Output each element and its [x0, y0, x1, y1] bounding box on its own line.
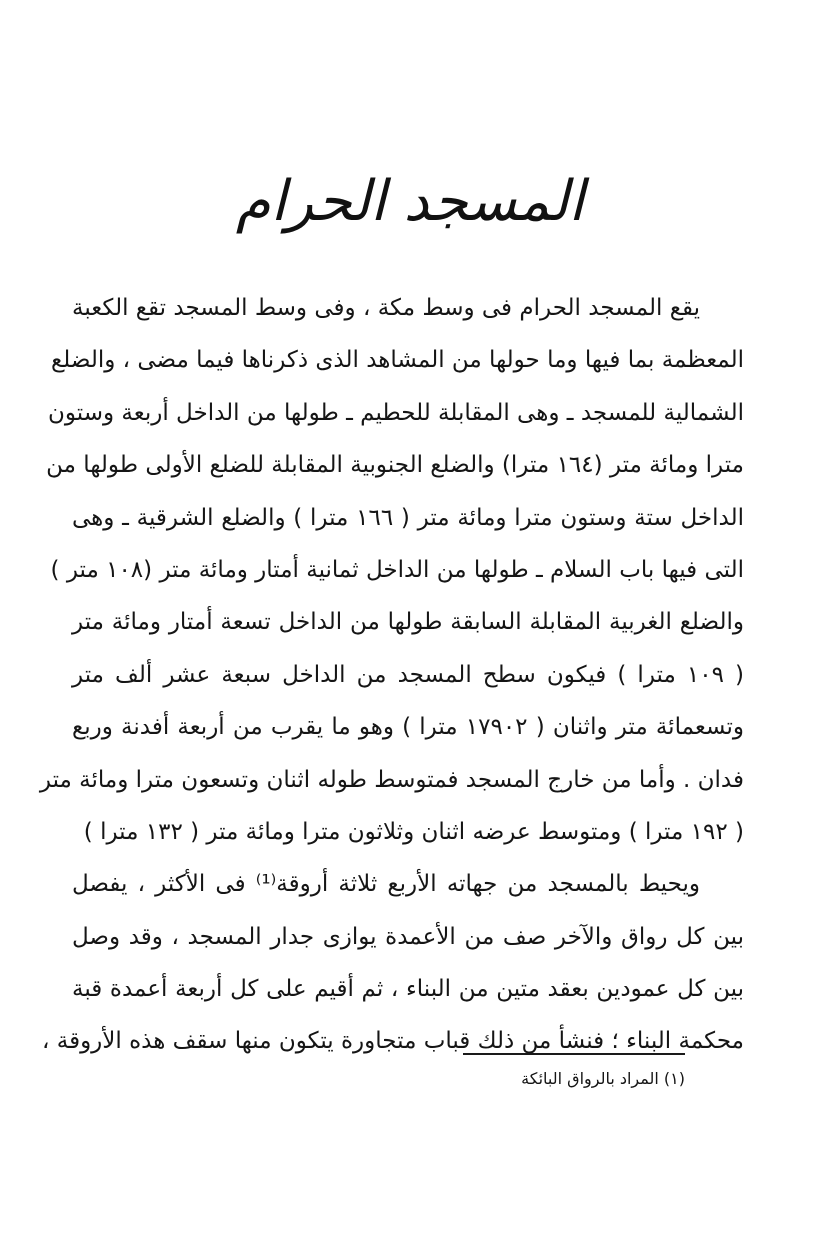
text-line: المعظمة بما فيها وما حولها من المشاهد الذى ذكرناها فيما مضى ، والضلع	[51, 347, 744, 374]
text-line: فدان . وأما من خارج المسجد فمتوسط طوله اثنان وتسعون مترا ومائة متر	[39, 766, 744, 793]
text-line: محكمة البناء ؛ فنشأ من ذلك قباب متجاورة يتكون منها سقف هذه الأروقة ،	[42, 1028, 744, 1055]
body-text	[39, 282, 744, 1068]
text-line: ( ١٠٩ مترا ) فيكون سطح المسجد من الداخل سبعة عشر ألف متر	[72, 661, 744, 688]
footnote-divider	[463, 1053, 685, 1055]
text-line: مترا ومائة متر (١٦٤ مترا) والضلع الجنوبية المقابلة للضلع الأولى طولها من	[46, 452, 744, 479]
text-line: وتسعمائة متر واثنان ( ١٧٩٠٢ مترا ) وهو ما يقرب من أربعة أفدنة وربع	[72, 714, 744, 741]
text-line: بين كل عمودين بعقد متين من البناء ، ثم أقيم على كل أربعة أعمدة قبة	[72, 976, 744, 1003]
page-title: المسجد الحرام	[235, 169, 585, 234]
text-line: ويحيط بالمسجد من جهاته الأربع ثلاثة أروقة⁽¹⁾ فى الأكثر ، يفصل	[72, 871, 700, 898]
text-line: الشمالية للمسجد ـ وهى المقابلة للحطيم ـ طولها من الداخل أربعة وستون	[48, 399, 744, 426]
text-line: التى فيها باب السلام ـ طولها من الداخل ثمانية أمتار ومائة متر (١٠٨ متر )	[50, 556, 744, 583]
text-line: الداخل ستة وستون مترا ومائة متر ( ١٦٦ مترا ) والضلع الشرقية ـ وهى	[72, 504, 744, 531]
text-line: يقع المسجد الحرام فى وسط مكة ، وفى وسط المسجد تقع الكعبة	[72, 295, 700, 321]
text-line: والضلع الغربية المقابلة السابقة طولها من الداخل تسعة أمتار ومائة متر	[72, 609, 744, 636]
text-line: بين كل رواق والآخر صف من الأعمدة يوازى جدار المسجد ، وقد وصل	[72, 923, 744, 950]
footnote: (١) المراد بالرواق البائكة	[521, 1069, 685, 1088]
text-line: ( ١٩٢ مترا ) ومتوسط عرضه اثنان وثلاثون مترا ومائة متر ( ١٣٢ مترا )	[83, 818, 744, 845]
